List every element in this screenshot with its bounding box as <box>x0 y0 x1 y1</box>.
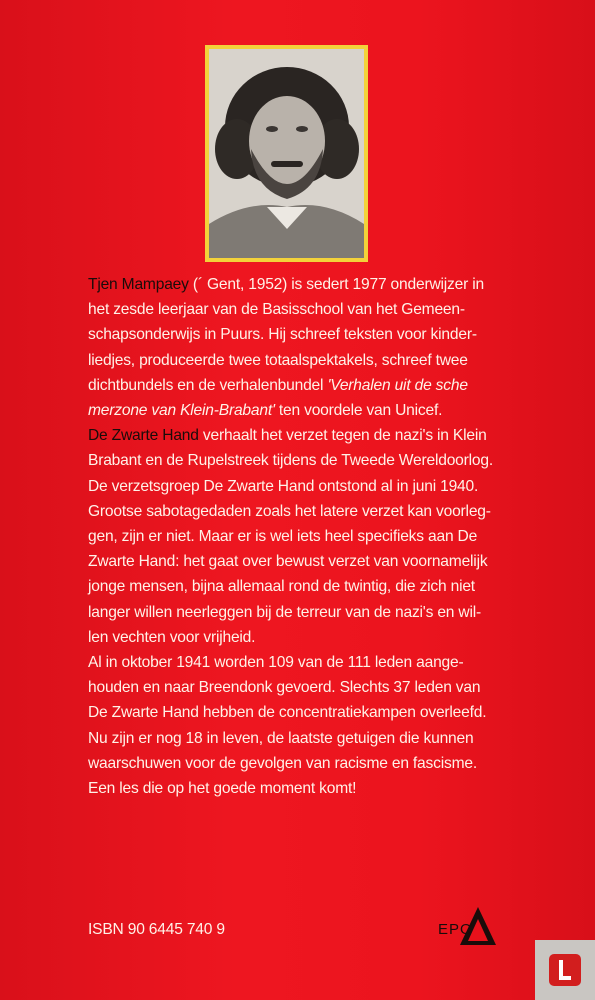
summary-line-4: Grootse sabotagedaden zoals het latere verzet kan voorleg- <box>88 502 491 520</box>
summary-line-3: De verzetsgroep De Zwarte Hand ontstond al in juni 1940. <box>88 477 479 495</box>
history-line-3: De Zwarte Hand hebben de concentratiekampen overleefd. <box>88 704 487 722</box>
history-line-5: waarschuwen voor de gevolgen van racisme en fascisme. <box>88 754 477 772</box>
book-title: De Zwarte Hand <box>88 427 199 445</box>
store-badge-letter-icon <box>559 960 571 980</box>
store-badge-mark <box>549 954 581 986</box>
bio-book-title-part1: 'Verhalen uit de sche <box>327 376 468 394</box>
bio-line-end: ten voordele van Unicef. <box>274 402 443 420</box>
book-summary <box>88 423 508 650</box>
summary-line-7: jonge mensen, bijna allemaal rond de twintig, die zich niet <box>88 578 475 596</box>
author-portrait-illustration <box>209 49 364 258</box>
history-paragraph <box>88 650 508 801</box>
store-badge-icon <box>535 940 595 1000</box>
publisher-logo <box>438 905 498 950</box>
back-cover-blurb <box>88 272 508 801</box>
bio-line-3: schapsonderwijs in Puurs. Hij schreef teksten voor kinder- <box>88 326 477 344</box>
history-line-1: Al in oktober 1941 worden 109 van de 111 leden aange- <box>88 654 464 672</box>
bio-line-1: (´ Gent, 1952) is sedert 1977 onderwijzer in <box>188 276 484 293</box>
author-name: Tjen Mampaey <box>88 276 189 293</box>
bio-book-title-part2: merzone van Klein-Brabant' <box>88 402 275 420</box>
summary-line-6: Zwarte Hand: het gaat over bewust verzet van voornamelijk <box>88 553 488 571</box>
history-line-2: houden en naar Breendonk gevoerd. Slechts 37 leden van <box>88 679 481 697</box>
history-line-6: Een les die op het goede moment komt! <box>88 780 357 798</box>
author-photo-frame <box>205 45 368 262</box>
isbn-number: ISBN 90 6445 740 9 <box>88 921 225 938</box>
summary-line-1: verhaalt het verzet tegen de nazi's in Klein <box>198 427 487 445</box>
summary-line-5: gen, zijn er niet. Maar er is wel iets heel specifieks aan De <box>88 528 478 546</box>
summary-line-8: langer willen neerleggen bij de terreur van de nazi's en wil- <box>88 603 481 621</box>
publisher-logo-text: EPO <box>438 921 473 938</box>
bio-line-2: het zesde leerjaar van de Basisschool van het Gemeen- <box>88 301 465 319</box>
bio-line-5: dichtbundels en de verhalenbundel <box>88 376 328 394</box>
author-bio <box>88 272 508 423</box>
history-line-4: Nu zijn er nog 18 in leven, de laatste getuigen die kunnen <box>88 729 474 747</box>
bio-line-4: liedjes, produceerde twee totaalspektakels, schreef twee <box>88 351 468 369</box>
summary-line-9: len vechten voor vrijheid. <box>88 628 256 646</box>
summary-line-2: Brabant en de Rupelstreek tijdens de Tweede Wereldoorlog. <box>88 452 493 470</box>
author-photo <box>209 49 364 258</box>
